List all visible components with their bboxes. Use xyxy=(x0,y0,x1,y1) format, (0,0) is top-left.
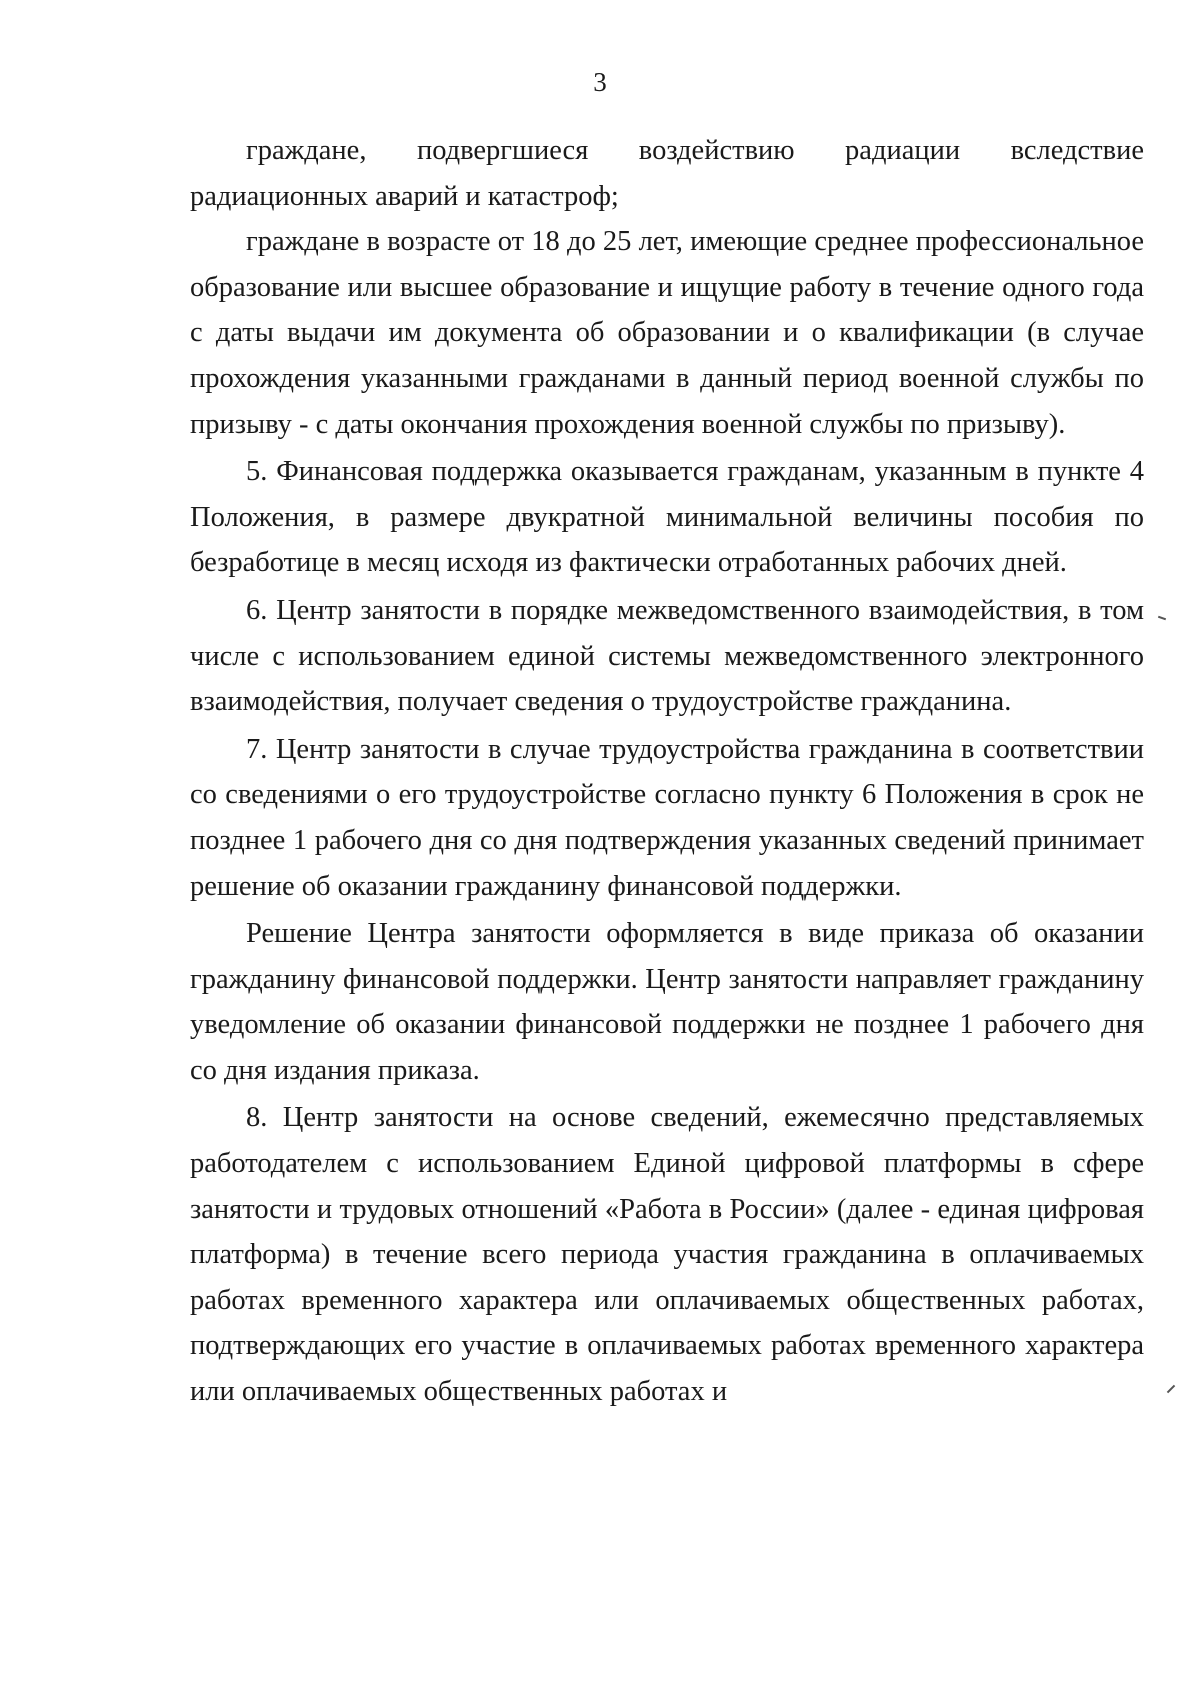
scan-artifact-mark xyxy=(1158,616,1166,621)
paragraph-decision: Решение Центра занятости оформляется в виде приказа об оказании гражданину финансовой поддержки. Центр занятости направляет гражданину уведомление об оказании финансовой поддержки не позднее 1 рабочего дня со дня издания приказа. xyxy=(190,918,1144,1086)
paragraph-item-5: 5. Финансовая поддержка оказывается гражданам, указанным в пункте 4 Положения, в размере двукратной минимальной величины пособия по безработице в месяц исходя из фактически отработанных рабочих дней. xyxy=(190,456,1144,579)
paragraph-item-6: 6. Центр занятости в порядке межведомственного взаимодействия, в том числе с использованием единой системы межведомственного электронного взаимодействия, получает сведения о трудоустройстве гражданина. xyxy=(190,594,1144,718)
paragraph-item-7: 7. Центр занятости в случае трудоустройства гражданина в соответствии со сведениями о его трудоустройстве согласно пункту 6 Положения в срок не позднее 1 рабочего дня со дня подтверждения указанных сведений принимает решение об оказании гражданину финансовой поддержки. xyxy=(190,733,1144,902)
document-body xyxy=(190,128,1144,1415)
paragraph-item-8: 8. Центр занятости на основе сведений, ежемесячно представляемых работодателем с использованием Единой цифровой платформы в сфере занятости и трудовых отношений «Работа в России» (далее - единая цифровая платформа) в течение всего периода участия гражданина в оплачиваемых работах временного характера или оплачиваемых общественных работах, подтверждающих его участие в оплачиваемых работах временного характера или оплачиваемых общественных работах и xyxy=(190,1102,1144,1408)
paragraph-citizens-radiation: граждане, подвергшиеся воздействию радиации вследствие радиационных аварий и катастроф; xyxy=(190,135,1144,212)
paragraph-citizens-18-25: граждане в возрасте от 18 до 25 лет, имеющие среднее профессиональное образование или высшее образование и ищущие работу в течение одного года с даты выдачи им документа об образовании и о квалификации (в случае прохождения указанными гражданами в данный период военной службы по призыву - с даты окончания прохождения военной службы по призыву). xyxy=(190,226,1144,440)
page-number: 3 xyxy=(593,67,607,97)
scan-artifact-mark xyxy=(1167,1385,1175,1393)
